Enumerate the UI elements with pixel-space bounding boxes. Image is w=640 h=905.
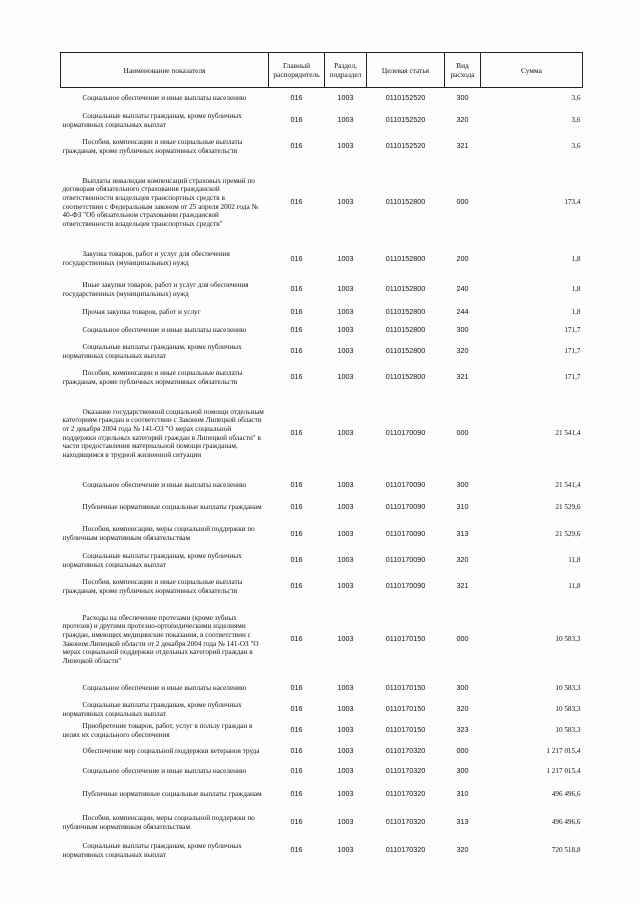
row-sum: 171,7	[564, 326, 581, 335]
row-name	[61, 762, 269, 782]
row-article: 0110152800	[385, 307, 426, 317]
row-name	[61, 742, 269, 762]
row-section: 1003	[337, 683, 354, 693]
row-type: 300	[456, 93, 469, 103]
row-section: 1003	[337, 528, 354, 538]
row-section: 1003	[337, 555, 354, 565]
row-name-text: Пособия, компенсации, меры социальной поддержки по публичным нормативным обязательствам	[62, 525, 255, 542]
row-sum: 10 583,3	[555, 726, 581, 735]
row-name	[61, 519, 269, 550]
row-name	[61, 572, 269, 602]
row-name-text: Закупка товаров, работ и услуг для обеспечения государственных (муниципальных) нужд	[62, 250, 230, 267]
row-admin: 016	[290, 725, 303, 735]
table-row	[61, 720, 583, 742]
row-section: 1003	[337, 480, 354, 490]
table-row	[61, 393, 583, 475]
row-name	[61, 678, 269, 700]
budget-table	[60, 52, 583, 864]
row-admin: 016	[290, 845, 303, 855]
row-sum: 496 496,6	[551, 818, 581, 827]
row-name-text: Социальное обеспечение и иные выплаты населению	[82, 94, 247, 103]
row-name-text: Пособия, компенсации и иные социальные выплаты гражданам, кроме публичных нормативных обязательств	[62, 368, 243, 386]
row-article: 0110170320	[385, 789, 426, 799]
row-section: 1003	[337, 725, 354, 735]
row-sum: 10 583,3	[555, 635, 581, 644]
table-row	[61, 519, 583, 550]
row-admin: 016	[290, 346, 303, 356]
row-name-text: Пособия, компенсации и иные социальные выплаты гражданам, кроме публичных нормативных обязательств	[62, 137, 243, 155]
row-section: 1003	[337, 766, 354, 776]
row-name	[61, 321, 269, 341]
row-article: 0110170320	[385, 817, 426, 827]
table-row	[61, 808, 583, 838]
row-admin: 016	[290, 325, 303, 335]
table-row	[61, 275, 583, 305]
row-article: 0110152800	[385, 197, 426, 207]
row-article: 0110170090	[385, 555, 426, 565]
table-row	[61, 244, 583, 275]
row-type: 000	[456, 428, 469, 438]
row-admin: 016	[290, 93, 303, 103]
row-name-text: Социальное обеспечение и иные выплаты населению	[82, 684, 247, 693]
header-section: Раздел, подраздел	[325, 53, 367, 88]
row-article: 0110170090	[385, 528, 426, 538]
table-row	[61, 838, 583, 864]
row-section: 1003	[337, 141, 354, 151]
row-name	[61, 497, 269, 519]
row-name-text: Социальные выплаты гражданам, кроме публичных нормативных социальных выплат	[62, 342, 242, 360]
row-name	[61, 782, 269, 808]
row-section: 1003	[337, 253, 354, 263]
table-row	[61, 497, 583, 519]
row-sum: 720 518,8	[551, 846, 581, 855]
row-section: 1003	[337, 307, 354, 317]
row-section: 1003	[337, 704, 354, 714]
row-article: 0110170090	[385, 428, 426, 438]
row-name	[61, 132, 269, 162]
row-sum: 496 496,6	[551, 790, 581, 799]
table-body	[61, 88, 583, 864]
row-sum: 10 583,3	[555, 705, 581, 714]
row-article: 0110152800	[385, 346, 426, 356]
row-admin: 016	[290, 555, 303, 565]
row-type: 244	[456, 307, 469, 317]
table-row	[61, 110, 583, 132]
row-name-text: Социальные выплаты гражданам, кроме публичных нормативных социальных выплат	[62, 700, 242, 718]
row-name-text: Социальные выплаты гражданам, кроме публичных нормативных социальных выплат	[62, 841, 242, 859]
header-sum: Сумма	[481, 53, 583, 88]
row-article: 0110152800	[385, 253, 426, 263]
table-row	[61, 162, 583, 244]
row-name-text: Социальное обеспечение и иные выплаты населению	[82, 481, 247, 490]
row-section: 1003	[337, 325, 354, 335]
row-name	[61, 393, 269, 475]
row-name-text: Пособия, компенсации, меры социальной поддержки по публичным нормативным обязательствам	[62, 813, 255, 831]
table-row	[61, 341, 583, 363]
row-name	[61, 244, 269, 275]
row-type: 321	[456, 372, 469, 382]
row-admin: 016	[290, 307, 303, 317]
row-admin: 016	[290, 634, 303, 644]
row-name	[61, 808, 269, 838]
row-name-text: Оказание государственной социальной помощи отдельным категориям граждан в соответствии с Законом Липецкой области от 2 декабря 2004 года № 141-ОЗ "О мерах социальной поддержки отдельных категорий граждан в Липецкой области" в части предоставления материальной помощи гражданам, находящимся в трудной жизненной ситуации	[62, 407, 264, 459]
row-type: 321	[456, 581, 469, 591]
row-type: 320	[456, 346, 469, 356]
row-admin: 016	[290, 480, 303, 490]
row-type: 240	[456, 284, 469, 294]
row-section: 1003	[337, 581, 354, 591]
row-name-text: Обеспечение мер социальной поддержки ветеранов труда	[82, 747, 260, 756]
table-row	[61, 88, 583, 110]
row-section: 1003	[337, 502, 354, 512]
row-article: 0110170090	[385, 502, 426, 512]
row-sum: 3,6	[571, 94, 581, 103]
row-name	[61, 363, 269, 393]
row-name	[61, 341, 269, 363]
row-article: 0110170320	[385, 746, 426, 756]
row-sum: 21 541,4	[555, 429, 581, 438]
row-sum: 21 529,6	[555, 503, 581, 512]
row-sum: 1,8	[571, 254, 581, 263]
row-type: 300	[456, 480, 469, 490]
row-name-text: Социальное обеспечение и иные выплаты населению	[82, 326, 247, 335]
row-section: 1003	[337, 197, 354, 207]
row-admin: 016	[290, 789, 303, 799]
row-name-text: Иные закупки товаров, работ и услуг для обеспечения государственных (муниципальных) нужд	[62, 280, 249, 298]
row-type: 200	[456, 253, 469, 263]
row-section: 1003	[337, 845, 354, 855]
row-admin: 016	[290, 683, 303, 693]
row-type: 320	[456, 115, 469, 125]
row-section: 1003	[337, 789, 354, 799]
table-row	[61, 742, 583, 762]
row-name	[61, 720, 269, 742]
row-sum: 171,7	[564, 373, 581, 382]
row-article: 0110170320	[385, 766, 426, 776]
table-row	[61, 782, 583, 808]
header-name: Наименование показателя	[61, 53, 269, 88]
row-type: 310	[456, 502, 469, 512]
row-name	[61, 305, 269, 321]
table-row	[61, 678, 583, 700]
row-article: 0110152520	[385, 115, 426, 125]
row-admin: 016	[290, 115, 303, 125]
row-name	[61, 275, 269, 305]
row-article: 0110170090	[385, 480, 426, 490]
row-article: 0110152800	[385, 372, 426, 382]
row-sum: 1 217 015,4	[546, 767, 581, 776]
row-admin: 016	[290, 817, 303, 827]
row-type: 000	[456, 746, 469, 756]
row-type: 000	[456, 634, 469, 644]
row-name-text: Социальное обеспечение и иные выплаты населению	[82, 767, 247, 776]
table-row	[61, 305, 583, 321]
table-row	[61, 762, 583, 782]
row-name-text: Социальные выплаты гражданам, кроме публичных нормативных социальных выплат	[62, 551, 242, 569]
row-admin: 016	[290, 372, 303, 382]
row-admin: 016	[290, 704, 303, 714]
row-sum: 11,8	[568, 582, 581, 591]
row-sum: 10 583,3	[555, 684, 581, 693]
row-article: 0110170150	[385, 704, 426, 714]
row-type: 000	[456, 197, 469, 207]
row-section: 1003	[337, 817, 354, 827]
row-type: 300	[456, 683, 469, 693]
row-sum: 171,7	[564, 347, 581, 356]
table-row	[61, 700, 583, 720]
table-header	[61, 53, 583, 88]
row-name	[61, 550, 269, 572]
row-name-text: Социальные выплаты гражданам, кроме публичных нормативных социальных выплат	[62, 111, 242, 129]
row-type: 320	[456, 704, 469, 714]
row-admin: 016	[290, 581, 303, 591]
row-sum: 1,8	[571, 285, 581, 294]
row-name-text: Расходы на обеспечение протезами (кроме зубных протезов) и другими протезно-ортопедическими изделиями граждан, имеющих медицинские показания, в соответствии с Законом Липецкой области от 2 декабря 2004 года № 141-ОЗ "О мерах социальной поддержки отдельных категорий граждан в Липецкой области"	[62, 613, 259, 665]
row-article: 0110152800	[385, 325, 426, 335]
row-type: 320	[456, 555, 469, 565]
row-type: 323	[456, 725, 469, 735]
row-name	[61, 162, 269, 244]
table-row	[61, 550, 583, 572]
row-type: 310	[456, 789, 469, 799]
row-admin: 016	[290, 428, 303, 438]
row-type: 300	[456, 766, 469, 776]
header-admin: Главный распорядитель	[269, 53, 325, 88]
row-name-text: Приобретение товаров, работ, услуг в пользу граждан в целях их социального обеспечения	[62, 721, 253, 739]
row-article: 0110152520	[385, 141, 426, 151]
row-sum: 3,6	[571, 142, 581, 151]
row-name-text: Публичные нормативные социальные выплаты гражданам	[82, 503, 262, 512]
row-sum: 173,4	[564, 198, 581, 207]
row-section: 1003	[337, 93, 354, 103]
row-type: 300	[456, 325, 469, 335]
row-section: 1003	[337, 346, 354, 356]
row-sum: 1 217 015,4	[546, 747, 581, 756]
row-sum: 21 529,6	[555, 529, 581, 538]
row-admin: 016	[290, 284, 303, 294]
row-name	[61, 88, 269, 110]
row-type: 313	[456, 817, 469, 827]
row-name	[61, 602, 269, 678]
row-section: 1003	[337, 115, 354, 125]
row-admin: 016	[290, 502, 303, 512]
row-name-text: Публичные нормативные социальные выплаты гражданам	[82, 790, 262, 799]
row-admin: 016	[290, 197, 303, 207]
row-name-text: Выплаты инвалидам компенсаций страховых премий по договорам обязательного страхования гражданской ответственности владельцев транспортных средств в соответствии с Федеральным законом от 25 апреля 2002 года № 40-ФЗ "Об обязательном страховании гражданской ответственности владельцев транспортных средств"	[62, 176, 259, 228]
row-admin: 016	[290, 141, 303, 151]
row-name	[61, 838, 269, 864]
row-name	[61, 700, 269, 720]
row-sum: 21 541,4	[555, 481, 581, 490]
row-sum: 3,6	[571, 116, 581, 125]
row-section: 1003	[337, 372, 354, 382]
row-section: 1003	[337, 284, 354, 294]
row-admin: 016	[290, 766, 303, 776]
row-admin: 016	[290, 528, 303, 538]
row-admin: 016	[290, 746, 303, 756]
row-article: 0110152520	[385, 93, 426, 103]
table-row	[61, 602, 583, 678]
row-name-text: Прочая закупка товаров, работ и услуг	[82, 308, 201, 317]
row-name	[61, 475, 269, 497]
row-type: 321	[456, 141, 469, 151]
row-article: 0110170150	[385, 634, 426, 644]
row-article: 0110170150	[385, 725, 426, 735]
table-row	[61, 475, 583, 497]
row-sum: 1,8	[571, 308, 581, 317]
table-row	[61, 132, 583, 162]
row-type: 320	[456, 845, 469, 855]
row-name	[61, 110, 269, 132]
header-type: Вид расхода	[445, 53, 481, 88]
row-article: 0110170150	[385, 683, 426, 693]
header-article: Целевая статья	[367, 53, 445, 88]
row-admin: 016	[290, 253, 303, 263]
row-section: 1003	[337, 428, 354, 438]
row-article: 0110170090	[385, 581, 426, 591]
row-section: 1003	[337, 746, 354, 756]
table-row	[61, 572, 583, 602]
row-type: 313	[456, 528, 469, 538]
row-article: 0110152800	[385, 284, 426, 294]
row-name-text: Пособия, компенсации и иные социальные выплаты гражданам, кроме публичных нормативных обязательств	[62, 577, 243, 595]
row-section: 1003	[337, 634, 354, 644]
row-article: 0110170320	[385, 845, 426, 855]
row-sum: 11,8	[568, 556, 581, 565]
table-row	[61, 321, 583, 341]
table-row	[61, 363, 583, 393]
